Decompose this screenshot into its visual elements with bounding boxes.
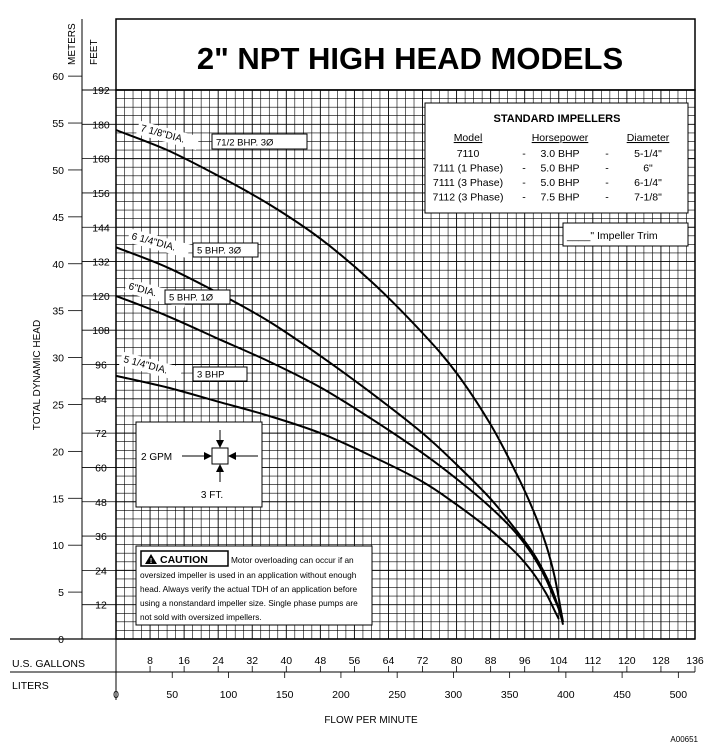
gallon-tick-label: 48	[314, 655, 327, 667]
meters-tick-label: 60	[52, 71, 64, 84]
liter-tick-label: 250	[388, 689, 406, 701]
impeller-trim-note: ____" Impeller Trim	[567, 230, 658, 242]
legend-cell: 7111 (1 Phase)	[432, 162, 504, 175]
meters-tick-label: 5	[58, 587, 64, 600]
legend-cell: 5.0 BHP	[540, 162, 580, 175]
feet-tick-label: 156	[92, 187, 110, 200]
legend-header-horsepower: Horsepower	[531, 132, 589, 144]
gallon-tick-label: 88	[484, 655, 497, 667]
curve-hp-label: 5 BHP. 3Ø	[197, 245, 242, 257]
caution-box	[136, 546, 372, 625]
gallon-tick-label: 136	[686, 655, 704, 667]
figure-code: A00651	[670, 735, 698, 744]
gallon-tick-label: 96	[518, 655, 531, 667]
feet-tick-label: 60	[95, 462, 107, 475]
liter-tick-label: 350	[500, 689, 519, 701]
feet-tick-label: 12	[95, 599, 107, 612]
legend-header-model: Model	[453, 132, 483, 144]
legend-cell: -	[522, 191, 526, 204]
meters-tick-label: 55	[52, 118, 64, 131]
feet-tick-label: 144	[92, 222, 110, 235]
liter-tick-label: 200	[332, 689, 350, 701]
feet-tick-label: 84	[95, 393, 107, 406]
scale-box	[136, 422, 262, 507]
legend-title: STANDARD IMPELLERS	[493, 113, 621, 125]
feet-tick-label: 120	[92, 290, 110, 303]
feet-tick-label: 168	[92, 153, 110, 166]
caution-line-1: Motor overloading can occur if an	[231, 555, 354, 565]
y-axis-title: TOTAL DYNAMIC HEAD	[32, 319, 43, 431]
legend-cell: -	[605, 148, 609, 160]
legend-cell: -	[605, 162, 609, 175]
meters-axis-label: METERS	[67, 23, 78, 65]
curve-diameter-label: 6 1/4"DIA.	[130, 231, 177, 254]
scale-square	[212, 448, 228, 464]
legend-cell: -	[522, 177, 526, 189]
gallon-tick-label: 32	[246, 655, 259, 667]
feet-axis-label: FEET	[89, 39, 100, 65]
feet-tick-label: 132	[92, 256, 110, 269]
scale-ft-label: 3 FT.	[200, 490, 224, 501]
legend-cell: -	[605, 191, 609, 204]
liter-tick-label: 0	[113, 689, 119, 701]
curve-hp-label: 3 BHP	[197, 369, 225, 381]
liter-tick-label: 300	[444, 689, 463, 701]
liter-tick-label: 500	[669, 689, 688, 701]
legend-cell: -	[522, 148, 526, 160]
curve-diameter-label: 5 1/4"DIA.	[122, 354, 169, 377]
meters-tick-label: 0	[58, 634, 64, 646]
gallon-tick-label: 8	[147, 655, 153, 667]
meters-tick-label: 20	[52, 446, 64, 459]
svg-text:!: !	[149, 558, 153, 565]
curve-hp-label: 5 BHP. 1Ø	[169, 292, 214, 304]
legend-cell: 7-1/8"	[634, 191, 662, 204]
meters-tick-label: 10	[52, 540, 64, 553]
legend-cell: 7.5 BHP	[540, 191, 580, 204]
liter-tick-label: 100	[219, 689, 238, 701]
feet-tick-label: 180	[92, 119, 110, 132]
feet-tick-label: 72	[95, 428, 107, 441]
legend-header-diameter: Diameter	[626, 132, 670, 144]
gallon-tick-label: 80	[450, 655, 463, 667]
liter-tick-label: 150	[275, 689, 294, 701]
gallon-tick-label: 120	[618, 655, 636, 667]
caution-line-2: oversized impeller is used in an application without enough	[140, 570, 357, 580]
gallon-tick-label: 56	[348, 655, 361, 667]
liter-tick-label: 450	[613, 689, 631, 701]
gallon-tick-label: 128	[652, 655, 670, 667]
legend-cell: -	[522, 162, 526, 175]
meters-tick-label: 35	[52, 305, 64, 318]
gallon-tick-label: 64	[382, 655, 395, 667]
gallons-axis-label: U.S. GALLONS	[12, 658, 85, 670]
meters-tick-label: 15	[52, 493, 64, 506]
legend-cell: 6"	[643, 162, 653, 175]
feet-tick-label: 108	[92, 325, 110, 338]
legend-cell: 5.0 BHP	[540, 177, 580, 189]
caution-line-5: not sold with oversized impellers.	[140, 612, 262, 622]
gallon-tick-label: 72	[416, 655, 429, 667]
caution-label: CAUTION	[160, 554, 208, 566]
meters-tick-label: 50	[52, 164, 64, 177]
gallon-tick-label: 24	[212, 655, 225, 667]
legend-cell: 7112 (3 Phase)	[432, 191, 504, 204]
curve-hp-label: 71/2 BHP. 3Ø	[216, 137, 274, 149]
feet-tick-label: 96	[95, 359, 107, 372]
legend-cell: -	[605, 177, 609, 189]
caution-line-4: using a nonstandard impeller size. Single phase pumps are	[140, 598, 358, 608]
gallon-tick-label: 112	[584, 655, 602, 667]
chart-title: 2" NPT HIGH HEAD MODELS	[196, 41, 624, 76]
liter-tick-label: 400	[557, 689, 575, 701]
curve-diameter-label: 6"DIA.	[127, 281, 158, 300]
feet-tick-label: 192	[92, 85, 110, 97]
caution-line-3: head. Always verify the actual TDH of an application before	[140, 584, 358, 594]
meters-tick-label: 45	[52, 211, 64, 224]
x-axis-title: FLOW PER MINUTE	[324, 715, 418, 726]
legend-cell: 7110	[456, 148, 480, 160]
legend-cell: 6-1/4"	[634, 177, 662, 189]
legend-cell: 7111 (3 Phase)	[432, 177, 504, 189]
meters-tick-label: 25	[52, 399, 64, 412]
curve-diameter-label: 7 1/8"DIA.	[139, 123, 186, 146]
liters-axis-label: LITERS	[12, 680, 49, 692]
feet-tick-label: 36	[95, 531, 107, 544]
legend-cell: 3.0 BHP	[540, 148, 580, 160]
legend-cell: 5-1/4"	[634, 148, 662, 160]
scale-gpm-label: 2 GPM	[141, 452, 173, 463]
gallon-tick-label: 40	[280, 655, 293, 667]
liter-tick-label: 50	[166, 689, 179, 701]
feet-tick-label: 24	[95, 565, 107, 578]
gallon-tick-label: 104	[549, 655, 568, 667]
meters-tick-label: 30	[52, 352, 64, 365]
meters-tick-label: 40	[52, 258, 64, 271]
gallon-tick-label: 16	[178, 655, 190, 667]
feet-tick-label: 48	[95, 496, 107, 509]
